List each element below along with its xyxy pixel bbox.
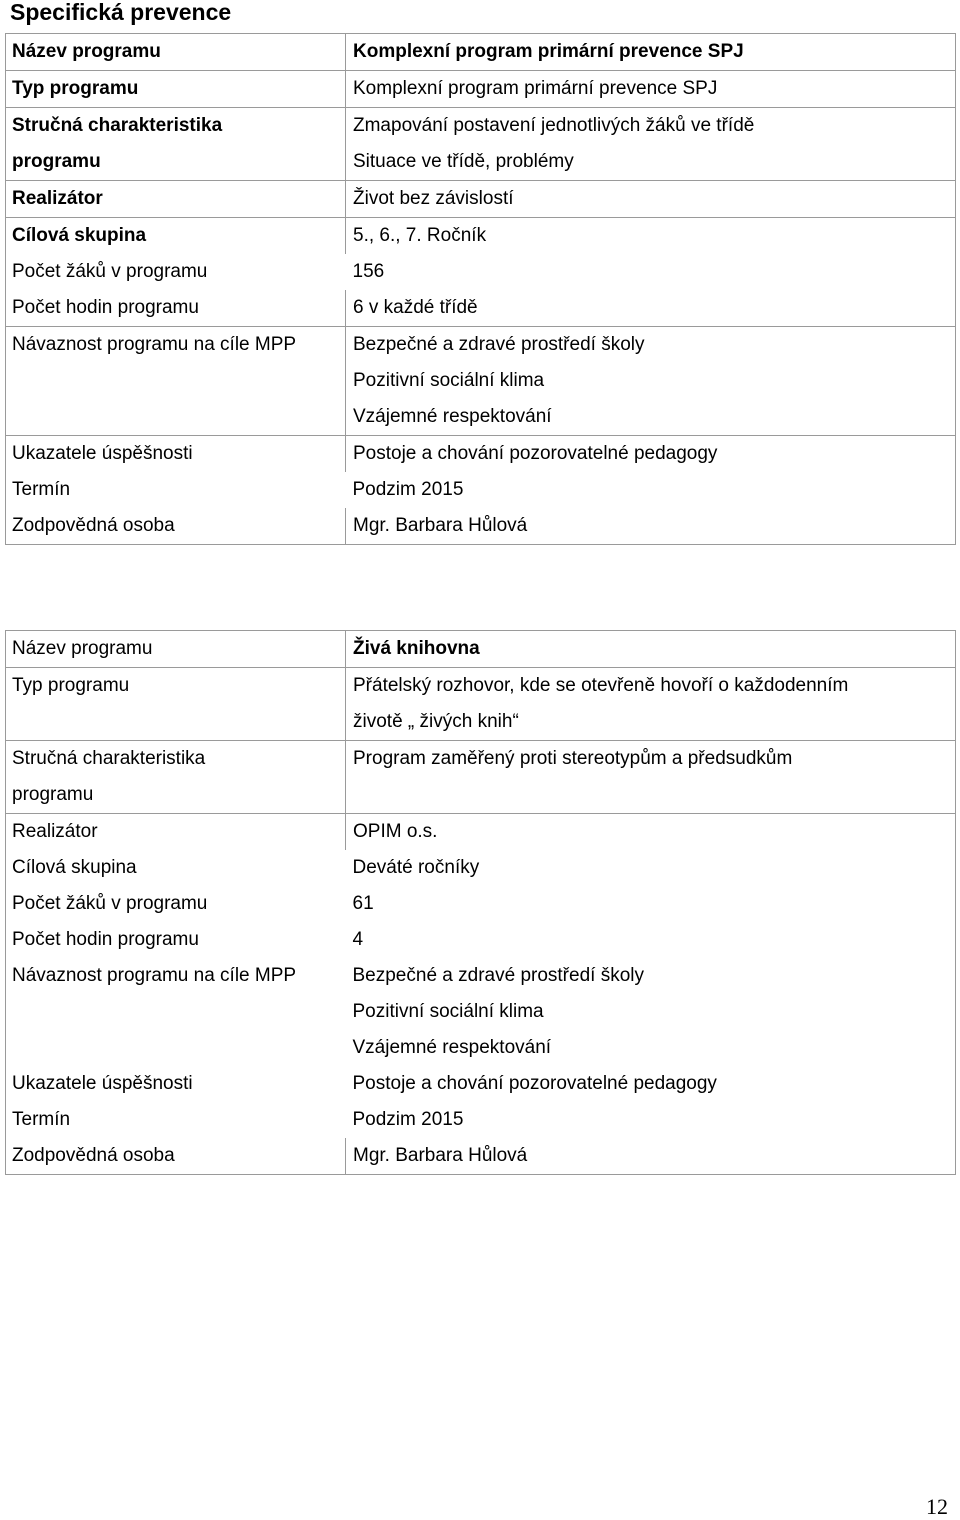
table-row <box>6 1102 956 1138</box>
row-label: Návaznost programu na cíle MPP <box>6 327 346 436</box>
term-value: Podzim 2015 <box>346 472 956 508</box>
row-label: Název programu <box>6 631 346 668</box>
row-label: Počet žáků v programu <box>6 254 346 290</box>
hours-value: 6 v každé třídě <box>346 290 956 327</box>
table-row <box>6 631 956 668</box>
program-type-value: Přátelský rozhovor, kde se otevřeně hovoří o každodenním životě „ živých knih“ <box>346 668 956 741</box>
responsible-person-value: Mgr. Barbara Hůlová <box>346 508 956 545</box>
page-title: Specifická prevence <box>10 0 232 25</box>
row-label: Realizátor <box>6 814 346 851</box>
target-group-value: 5., 6., 7. Ročník <box>346 218 956 255</box>
row-label: Stručná charakteristika programu <box>6 108 346 181</box>
row-label: Termín <box>6 1102 346 1138</box>
description-value: Zmapování postavení jednotlivých žáků ve třídě Situace ve třídě, problémy <box>346 108 956 181</box>
table-row <box>6 327 956 436</box>
implementer-value: OPIM o.s. <box>346 814 956 851</box>
responsible-person-value: Mgr. Barbara Hůlová <box>346 1138 956 1175</box>
row-label: Typ programu <box>6 71 346 108</box>
program-name-value: Živá knihovna <box>346 631 956 668</box>
table-row <box>6 668 956 741</box>
row-label: Termín <box>6 472 346 508</box>
row-label: Ukazatele úspěšnosti <box>6 436 346 473</box>
table-row <box>6 814 956 851</box>
row-label: Cílová skupina <box>6 218 346 255</box>
row-label: Název programu <box>6 34 346 71</box>
row-label: Počet hodin programu <box>6 290 346 327</box>
table-row <box>6 472 956 508</box>
indicators-value: Postoje a chování pozorovatelné pedagogy <box>346 436 956 473</box>
row-label: Zodpovědná osoba <box>6 508 346 545</box>
row-label: Realizátor <box>6 181 346 218</box>
row-label: Typ programu <box>6 668 346 741</box>
table-row <box>6 436 956 473</box>
hours-value: 4 <box>346 922 956 958</box>
row-label: Zodpovědná osoba <box>6 1138 346 1175</box>
program-name-value: Komplexní program primární prevence SPJ <box>346 34 956 71</box>
row-label: Návaznost programu na cíle MPP <box>6 958 346 1066</box>
table-row <box>6 290 956 327</box>
table-row <box>6 1066 956 1102</box>
goals-value: Bezpečné a zdravé prostředí školy Pozitivní sociální klima Vzájemné respektování <box>346 327 956 436</box>
student-count-value: 61 <box>346 886 956 922</box>
table-row <box>6 71 956 108</box>
table-row <box>6 508 956 545</box>
goals-value: Bezpečné a zdravé prostředí školy Pozitivní sociální klima Vzájemné respektování <box>346 958 956 1066</box>
program-table-komplexni <box>5 33 956 545</box>
table-row <box>6 181 956 218</box>
table-row <box>6 958 956 1066</box>
table-row <box>6 886 956 922</box>
program-type-value: Komplexní program primární prevence SPJ <box>346 71 956 108</box>
table-row <box>6 1138 956 1175</box>
table-row <box>6 922 956 958</box>
page-number: 12 <box>926 1494 948 1519</box>
student-count-value: 156 <box>346 254 956 290</box>
row-label: Počet žáků v programu <box>6 886 346 922</box>
table-row <box>6 850 956 886</box>
implementer-value: Život bez závislostí <box>346 181 956 218</box>
description-value: Program zaměřený proti stereotypům a předsudkům <box>346 741 956 814</box>
table-row <box>6 254 956 290</box>
indicators-value: Postoje a chování pozorovatelné pedagogy <box>346 1066 956 1102</box>
row-label: Ukazatele úspěšnosti <box>6 1066 346 1102</box>
table-row <box>6 108 956 181</box>
program-table-ziva-knihovna <box>5 630 956 1175</box>
table-row <box>6 218 956 255</box>
row-label: Stručná charakteristika programu <box>6 741 346 814</box>
table-row <box>6 741 956 814</box>
target-group-value: Deváté ročníky <box>346 850 956 886</box>
row-label: Počet hodin programu <box>6 922 346 958</box>
table-row <box>6 34 956 71</box>
term-value: Podzim 2015 <box>346 1102 956 1138</box>
row-label: Cílová skupina <box>6 850 346 886</box>
